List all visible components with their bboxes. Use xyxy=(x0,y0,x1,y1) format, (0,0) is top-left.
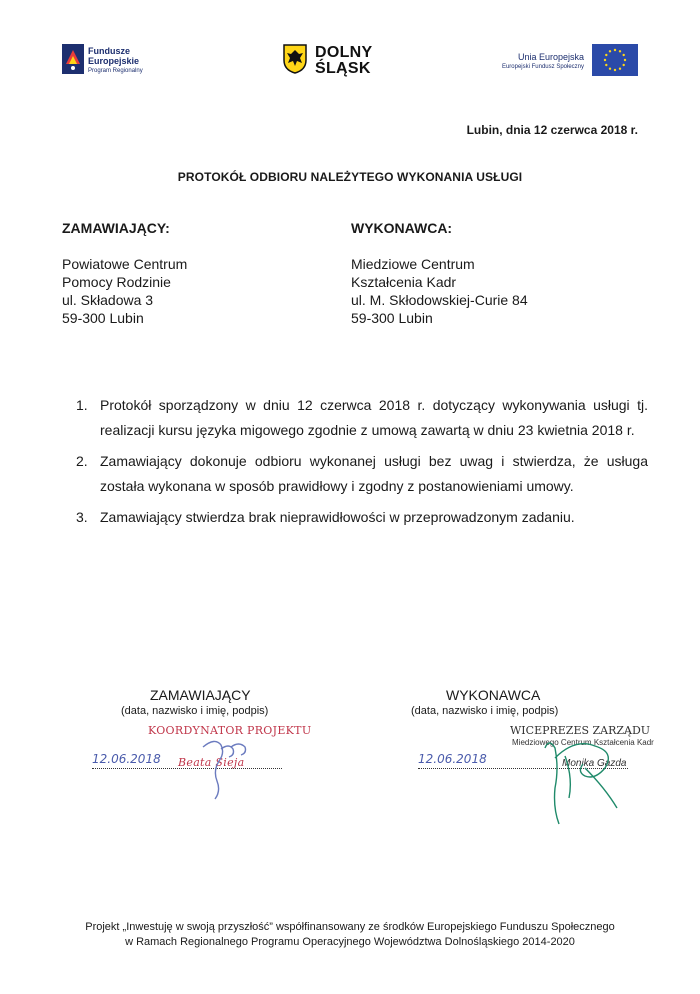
ue-logo-line2: Europejski Fundusz Społeczny xyxy=(501,64,584,70)
eagle-shield-icon xyxy=(283,44,307,74)
wykonawca-address xyxy=(351,255,528,327)
fe-logo-line2: Europejskie xyxy=(88,56,140,66)
vice-president-stamp: WICEPREZES ZARZĄDU xyxy=(510,724,651,737)
zamawiajacy-line: 59-300 Lubin xyxy=(62,310,144,326)
item-text: Zamawiający dokonuje odbioru wykonanej usługi bez uwag i stwierdza, że usługa została wykonana w sposób prawidłowy i zgodny z postanowieniami umowy. xyxy=(100,453,648,494)
dolny-slask-logo xyxy=(283,44,393,80)
left-signer-name: Beata Sieja xyxy=(178,756,245,769)
item-number: 2. xyxy=(76,453,88,469)
item-number: 1. xyxy=(76,397,88,413)
wykonawca-line: Miedziowe Centrum xyxy=(351,256,475,272)
right-signature-scribble xyxy=(525,728,635,828)
unia-europejska-logo xyxy=(478,44,638,78)
fe-logo-line3: Program Regionalny xyxy=(88,68,143,74)
ds-logo-line2: ŚLĄSK xyxy=(315,60,371,77)
right-signature-heading: WYKONAWCA xyxy=(446,687,541,703)
left-handwritten-date: 12.06.2018 xyxy=(92,752,161,766)
left-signature-sub: (data, nazwisko i imię, podpis) xyxy=(121,705,269,717)
project-footer xyxy=(0,920,700,950)
wykonawca-line: Kształcenia Kadr xyxy=(351,274,457,290)
footer-line2: w Ramach Regionalnego Programu Operacyjnego Województwa Dolnośląskiego 2014-2020 xyxy=(125,936,575,948)
company-stamp: Miedziowego Centrum Kształcenia Kadr xyxy=(512,738,654,747)
coordinator-stamp: KOORDYNATOR PROJEKTU xyxy=(148,724,312,737)
right-handwritten-date: 12.06.2018 xyxy=(418,752,487,766)
zamawiajacy-line: Pomocy Rodzinie xyxy=(62,274,171,290)
document-date: Lubin, dnia 12 czerwca 2018 r. xyxy=(466,123,638,137)
item-text: Zamawiający stwierdza brak nieprawidłowości w przeprowadzonym zadaniu. xyxy=(100,509,575,525)
zamawiajacy-heading: ZAMAWIAJĄCY: xyxy=(62,220,170,236)
protocol-items xyxy=(76,393,648,536)
eu-flag-icon xyxy=(592,44,638,76)
item-text: Protokół sporządzony w dniu 12 czerwca 2018 r. dotyczący wykonywania usługi tj. realizacji kursu języka migowego zgodnie z umową zawartą w dniu 23 kwietnia 2018 r. xyxy=(100,397,648,438)
document-title: PROTOKÓŁ ODBIORU NALEŻYTEGO WYKONANIA USŁUGI xyxy=(177,170,523,184)
right-signature-sub: (data, nazwisko i imię, podpis) xyxy=(411,705,559,717)
list-item xyxy=(76,449,648,499)
zamawiajacy-line: ul. Składowa 3 xyxy=(62,292,154,308)
eu-funds-star-icon xyxy=(62,44,84,74)
zamawiajacy-line: Powiatowe Centrum xyxy=(62,256,188,272)
zamawiajacy-address xyxy=(62,255,187,327)
list-item xyxy=(76,505,648,530)
list-item xyxy=(76,393,648,443)
footer-line1: Projekt „Inwestuję w swoją przyszłość” współfinansowany ze środków Europejskiego Funduszu Społecznego xyxy=(85,921,615,933)
fundusze-europejskie-logo xyxy=(62,44,172,82)
wykonawca-line: ul. M. Skłodowskiej-Curie 84 xyxy=(351,292,528,308)
right-signer-name: Monika Gazda xyxy=(562,758,627,769)
item-number: 3. xyxy=(76,509,88,525)
left-signature-scribble xyxy=(195,735,255,805)
left-signature-heading: ZAMAWIAJĄCY xyxy=(150,687,251,703)
wykonawca-heading: WYKONAWCA: xyxy=(351,220,453,236)
wykonawca-line: 59-300 Lubin xyxy=(351,310,433,326)
ue-logo-line1: Unia Europejska xyxy=(517,52,584,62)
fe-logo-line1: Fundusze xyxy=(88,46,130,56)
ds-logo-line1: DOLNY xyxy=(315,44,373,61)
